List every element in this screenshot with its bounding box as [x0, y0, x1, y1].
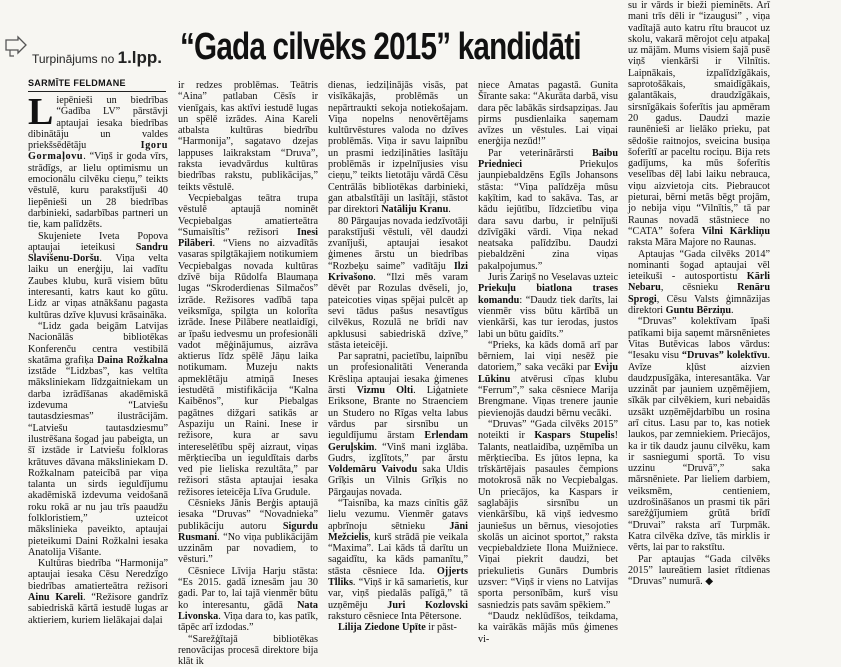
article-paragraph: dienas, iedziļinājās visās, pat visīkākajās, problēmās un nepārtraukti sekoja notiekošajam. Viņa nopelns nenovērtējams kultūrvēstures valoda no dzīves problēmās. Viņa ir savu laipnību un prasmi iedziļināties lasītāju problēmās ir izpelnījusies visu cieņu,” teikts lietotāju vārdā Cēsu Centrālās bibliotēkas darbinieki, gan atbalstītāji un lasītāji, stāstot par direktori Natāliju Kranu. [328, 80, 468, 216]
text-column-1 [28, 91, 168, 626]
article-paragraph: “Taisnība, ka mazs cinītis gāž lielu vezumu. Vienmēr gatavs apbrīnoju sētnieku Jāni Mežcielis, kurš strādā pie veikala “Maxima”. Lai kāds tā darītu un sagaidītu, ka kāds pamanītu,” stāsta cēsniece Ida. Ojjerts Tlliks. “Viņš ir kā samariеtis, kur var, viņš piedalās palīgā,” tā uzņēmēju Juri Kozlovski raksturo cēsniece Inta Pētersone. [328, 497, 468, 622]
text-column-3 [328, 80, 468, 634]
article-paragraph: “Lidz gada beigām Latvijas Nacionālās bibliotēkas Konferenču centra vestibilā skatāma grafiķa Daina Rožkalna izstāde “Lidzbas”, kas veltīta māksliniekam līdzgaitniekam un darba izrādīšanas akadēmiskā izdevuma “Latviešu tautasdziesmas” ilustrācijām. “Latviešu tautasdziesmu” ilustrēšana šogad jau pabeigta, un šī izstāde ir Latviešu folkloras krātuves dāvana māksliniekam D. Rožkalnam pateicībā par viņa talanta un sirds ieguldījumu akadēmiskā izdevuma veidošanā roku rokā ar nu jau trīs paaudžu folkloristiem,” uzteicot mākslinieka paveikto, aptaujai pieteikumi Daini Rožkalni iesaka Anatolija Višante. [28, 320, 168, 558]
article-paragraph: Par veterinārārsti Baibu Priednieci Priekuļos jaunpiebaldzēns Egīls Johansons stāsta: “Viņa palīdzēja mūsu kaķītim, kad to sakāva. Tas, ar kādu iejūtību, līdzcietību viņa dara savu darbu, ir pelnījuši dzīvīgāki vārdi. Viņa nekad neatsaka palīdzību. Daudzi piebaldzēni zina viņas pakalpojumus.” [478, 147, 618, 272]
article-paragraph: Aptaujas “Gada cilvēks 2014” nominanti šogad aptaujai vēl ieteikuši - autosportistu Kārli Nebaru, cēsnieku Renāru Sprogi, Cēsu Valsts ģimnāzijas direktori Guntu Bērziņu. [628, 248, 770, 317]
article-paragraph: “Druvas” kolektīvam īpaši patīkami bija saņemt mārsnēnietes Vitas Butēvicas labos vārdus: “Iesaku visu “Druvas” kolektīvu. Avīze kļūst aizvien daudzpusīgāka, interesantāka. Var uzzināt par jauniem uzņēmējiem, sīkāk par cilvēkiem, kuri nebaidās uzsākt uzņēmējdarbību un rosina arī citus. Lasu par to, kas notiek laukos, par zemniekiem. Priecājos, ka ir tik daudz jaunu cilvēku, kam ir sasniegumi sportā. To visu uzzinu “Druvā”,” saka mārsnēniete. Par lieliem darbiem, veiksmēm, centieniem, uzdrošināšanos un prasmi tik pāri sarežģījumiem grūtā brīdī “Druvai” raksta arī Turpmāk. Katra cilvēka dzīve, tās mirklis ir vērts, lai par to rakstītu. [628, 316, 771, 554]
article-paragraph: Kultūras biedrība “Harmonija” aptaujai iesaka Cēsu Neredzīgo biedrības amatierteātra režisori Ainu Kareli. “Režisore gandrīz sabiedriskā kārtā iestudē lugas ar aktieriem, kuriem lielākajai daļai [28, 558, 168, 626]
article-paragraph: ir redzes problēmas. Teātris “Aina” patlaban Cēsīs ir vienīgais, kas aktīvi iestudē lugas un spēlē izrādes. Aina Kareli atbalsta kultūras biedrību “Harmonija”, sagatavo dzejas lappuses laikrakstam “Druva”, raksta ievadvārdus kultūras biedrības rakstu, publikācijas,” teikts vēstulē. [178, 80, 318, 193]
continuation-arrow-icon [4, 36, 30, 58]
article-headline: “Gada cilvēks 2015” kandidāti [180, 26, 581, 68]
article-paragraph: Lilija Ziedone Upīte ir pāst- [338, 622, 457, 634]
article-paragraph: “Daudz neklūdīšos, teikdama, ka vairākās mājās mūs ģimenes vi- [478, 610, 618, 645]
article-paragraph: Juris Zariņš no Veselavas uzteic Priekuļu biatlona trases komandu: “Daudz tiek darīts, lai vienmēr viss būtu kārtībā un vienkārši, kas tur ierodas, justos labi un būtu gaidīts.” [478, 272, 618, 340]
text-column-5 [628, 0, 770, 600]
article-byline: SARMĪTE FELDMANE [28, 78, 126, 88]
text-column-2 [178, 80, 318, 667]
article-paragraph: Vecpiebalgas teātra trupa vēstulē aptaujā nominēt Vecpiebalgas amatierteātra “Sumaisītis” režisori Inesi Pilāberi. “Viens no aizvadītās vasaras spilgtākajiem notikumiem Vecpiebalgas novada kultūras dzīvē bija Rūdolfa Blaumaņa lugas “Skroderdienas Silmačos” izrāde. Režisores vadībā tapa veiksmīga, spilgta un kolorīta izrāde. Inese Pilābere neatlaidīgi, ar īpašu iedvesmu un profesionāli vadot mēģinājumus, aizrāva aktierus līdz spēlē Jāņu laika notikumam. Muzeju nakts apmeklētāju atmiņā Ineses iestudētā mistifikācija “Kalna Kaibēnos”, kur Piebalgas pagātnes dižgari satikās ar Aspaziju un Raini. Inese ir režisore, kura ar savu intereselētību spēj aizraut, viņas mērķtiecība un ieguldītais darbs ved pie lieliska rezultāta,” par režisori stāsta aptaujai iesaka režisores ieteicēja Līva Grudule. [178, 192, 318, 498]
article-paragraph: Par aptaujas “Gada cilvēks 2015” laureātiem lasiet rītdienas “Druvas” numurā. ◆ [628, 553, 770, 588]
article-paragraph: Par sapratni, pacietību, laipnību un profesionalitāti Veneranda Krēsliņa aptaujai iesaka ģimenes ārsti Vizmu Olti. Liģatniete Eriksone, Brante no Straenciem un Studero no Rīgas velta labus vārdus par sirsnību un ieguldījumu ārstam Erlendam Geruļskim. “Vinš mani izglāba. Gudrs, izglītots,” par ārstu Voldemāru Vaivodu saka Uldis Grīķis un Vilnis Grīķis no Pārgaujas novada. [328, 351, 468, 498]
continuation-label: Turpinājums no [32, 52, 115, 66]
text-column-4 [478, 80, 618, 645]
continuation-page: 1.lpp. [117, 48, 163, 67]
article-paragraph: niece Amatas pagastā. Gunita Šīrante saka: “Akurāta darbā, visu dara pēc labākās sirdsapziņas. Jau pirms pusdienlaika saņemam avīzes un vēstules. Lai viņai enerģija nezūd!” [478, 80, 618, 148]
article-header [0, 8, 620, 74]
continuation-note [32, 48, 162, 68]
drop-cap: L [28, 91, 54, 133]
article-paragraph: Liepēnieši un biedrības “Gadība LV” pārstāvji aptaujai iesaka biedrības dibinātāju un valdes priekšsēdētāju Igoru Gormaļovu. “Viņš ir goda vīrs, strādīgs, ar lielu optimismu un emocionālu cilvēku cieņu,” teikts vēstulē, kuru parakstījuši 40 liepēnieši un 28 biedrības darbinieki, sadarbības partneri un tie, kam palīdzēts. [28, 91, 168, 231]
article-paragraph: 80 Pārgaujas novada iedzīvotāji parakstījuši vēstuli, vēl daudzi zvanījuši, aptaujai iesakot ģimenes ārstu un biedrības “Rozbeķu saime” vadītāju Ilzi Krivašono. “Ilzi mēs varam dēvēt par Rozulas dvēseli, jo, pateicoties viņas spējai pulcēt ap sevi tādus pašus nesavtīgus cilvēkus, Rozulā ne brīdi nav apklususi sabiedriskā dzīve,” stāsta ieteicēji. [328, 215, 468, 351]
article-paragraph: su ir vārds ir bieži pieminēts. Arī mani trīs dēli ir “izaugusi” , viņa vadītajā auto katru rītu braucot uz skolu, vakarā mērojot ceļu atpakaļ uz mājām. Mums visiem šajā pusē viņš vienkārši ir Vilnītis. Laipnākais, izpalīdzīgākais, saprotošākais, smaidīgākais, galantākais, draudzīgākais, sirsnīgākais šoferītis jau apmēram 20 gadus. Daudzi mazie raunēnieši ar lielāko prieku, pat sēdošie raitnojos, sveicina busiņa šoferītī ar paceltu rociņu. Bija rets gadījums, ka mūs šoferītis veselības dēļ labi laiku nebrauca, viņu aizvietoja cits. Piebraucot pieturai, bērni metās bēgt projām, jo nebija viņu “Vilnītis,” tā par Raunas novadā stāstniece no “CATA” šofera Vilni Kārkliņu raksta Māra Majore no Raunas. [628, 0, 771, 249]
article-paragraph: “Druvas” “Gada cilvēks 2015” noteikti ir Kaspars Stupelis! Talants, neatlaidība, uzņēmība un mērķtiecība. Es jūtos lepna, ka trīskārtējais pasaules čempions motokrosā nāk no Vecpiebalgas. Un priecājos, ka Kaspars ir saglabājis sirsnību un vienkāršību, kā viņš iedvesmo jauniešus un bērnus, viesojoties skolās un aicinot sportot,” raksta vecpiebaldziete Ilona Muižniece. Viņai piekrit daudzi, bet priekulietis Gunārs Dumbris uzsver: “Viņš ir viens no Latvijas sporta personībām, kurš visu sasniedzis pats savām spēkiem.” [478, 418, 618, 611]
article-paragraph: Skujenietе Iveta Popova aptaujai ieteikusi Sandru Slavišenu-Doršu. Viņa velta laiku un enerģiju, lai vadītu Zaubes klubu, kurā visiem būtu interesanti, katrs kaut ko gūtu. Lidz ar viņas atnākšanu pagasta kultūras dzīve kļuvusi krāsaināka. [28, 230, 168, 321]
article-paragraph: “Prieks, ka kāds domā arī par bērniem, lai viņi nesēž pie datoriem,” saka vecāki par Eviju Lūkinu atvērusi cīņas klubu “Ferrum”,” saka cēsniece Marija Brengmane. Viņas trenere jaunie pievienojās daudzi bērnu vecāki. [478, 339, 618, 419]
article-paragraph: “Sarežģītajā bibliotēkas renovācijas procesā direktore bija klāt ik [178, 633, 318, 667]
article-paragraph: Cēsnieks Jānis Berģis aptaujā iesaka “Druvas” “Novadnieka” publikāciju autoru Sigurdu Rusmani. “No viņa publikācijām uzzinām par novadiem, to vēsturi.” [178, 497, 318, 566]
article-paragraph: Cēsniece Līvija Harju stāsta: “Es 2015. gadā iznesām jau 30 gadi. Par to, lai tajā vienmēr būtu ko interesantu, gādā Nata Livonska. Viņa dara to, kas patīk, tāpēc arī izdodas.” [178, 565, 318, 634]
